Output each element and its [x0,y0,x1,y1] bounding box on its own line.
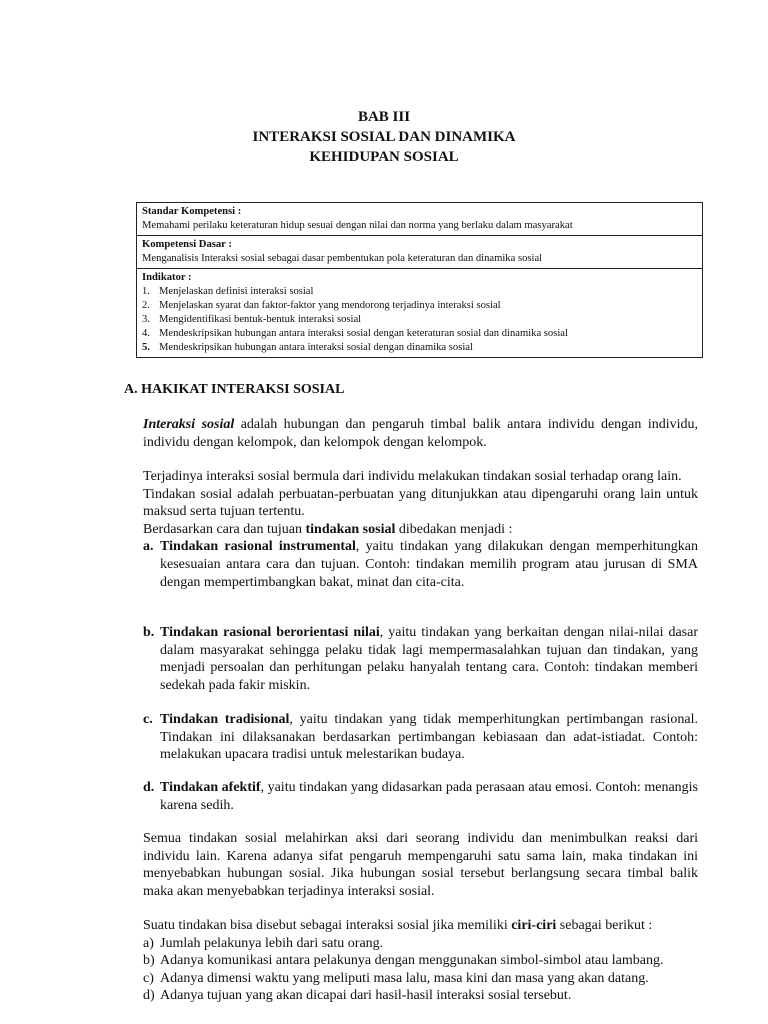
indikator-text: Mengidentifikasi bentuk-bentuk interaksi sosial [159,314,362,325]
action-type-item [143,624,698,694]
action-type-d [143,779,698,814]
trait-text: Adanya tujuan yang akan dicapai dari hasil-hasil interaksi sosial tersebut. [160,988,572,1004]
action-type-term: Tindakan afektif [160,780,261,795]
trait-item [143,970,698,988]
list-marker: c) [143,970,154,986]
indikator-text: Mendeskripsikan hubungan antara interaksi sosial dengan keteraturan sosial dan dinamika sosial [159,328,568,339]
chapter-title-line2: KEHIDUPAN SOSIAL [309,149,459,165]
list-marker: a. [143,539,154,555]
traits-section [143,917,698,1005]
action-type-term: Tindakan tradisional [160,712,290,727]
trait-item [143,952,698,970]
paragraph: Semua tindakan sosial melahirkan aksi dari seorang individu dan menimbulkan reaksi dari individu lain. Karena adanya sifat pengaruh mempengaruhi satu sama lain, maka tindakan ini menyebabkan hubungan sosial. Jika hubungan sosial tersebut berlangsung secara timbal balik maka akan menyebabkan terjadinya interaksi sosial. [143,831,698,899]
indikator-number: 2. [142,300,150,311]
standar-kompetensi-cell [137,203,702,236]
paragraph: Terjadinya interaksi sosial bermula dari individu melakukan tindakan sosial terhadap orang lain. [143,469,682,484]
action-type-text: , yaitu tindakan yang didasarkan pada perasaan atau emosi. Contoh: menangis karena sedih. [160,780,698,813]
indikator-number: 4. [142,328,150,339]
definition-paragraph [143,416,698,451]
list-marker: a) [143,935,154,951]
indikator-text: Menjelaskan definisi interaksi sosial [159,286,314,297]
trait-text: Adanya komunikasi antara pelakunya dengan menggunakan simbol-simbol atau lambang. [160,953,664,969]
social-action-paragraph [143,830,698,900]
indikator-item [142,341,697,355]
intro-paragraphs [143,468,698,591]
indikator-cell [137,269,702,357]
trait-item [143,987,698,1005]
list-marker: c. [143,712,153,727]
paragraph-text: Suatu tindakan bisa disebut sebagai interaksi sosial jika memiliki [143,918,512,933]
indikator-number: 5. [142,342,150,353]
bold-term: tindakan sosial [305,521,396,537]
paragraph-text: Berdasarkan cara dan tujuan [143,521,306,537]
list-marker: d. [143,780,155,795]
list-marker: b. [143,625,155,640]
indikator-text: Mendeskripsikan hubungan antara interaksi sosial dengan dinamika sosial [159,342,473,353]
indikator-list [142,285,697,355]
trait-item [143,935,698,953]
indikator-text: Menjelaskan syarat dan faktor-faktor yang mendorong terjadinya interaksi sosial [159,300,501,311]
action-type-term: Tindakan rasional instrumental [160,539,356,555]
standar-kompetensi-label: Standar Kompetensi : [142,206,242,217]
bold-term: ciri-ciri [511,918,557,933]
action-type-term: Tindakan rasional berorientasi nilai [160,625,380,640]
action-type-item [143,779,698,814]
standar-kompetensi-text: Memahami perilaku keteraturan hidup sesuai dengan nilai dan norma yang berlaku dalam masyarakat [142,220,573,231]
kompetensi-dasar-text: Menganalisis Interaksi sosial sebagai dasar pembentukan pola keteraturan dan dinamika sosial [142,253,543,264]
paragraph [143,917,698,935]
indikator-item [142,285,697,299]
chapter-number: BAB III [357,109,411,125]
section-heading: A. HAKIKAT INTERAKSI SOSIAL [124,382,345,397]
indikator-item [142,313,697,327]
competency-box [136,202,703,358]
kompetensi-dasar-label: Kompetensi Dasar : [142,239,232,250]
action-type-text: , yaitu tindakan yang dilakukan dengan memperhitungkan kesesuaian antara cara dan tujuan. Contoh: tindakan memilih program atau jurusan di SMA dengan mempertimbangkan bakat, minat dan cita-cita. [160,539,698,590]
definition-term: Interaksi sosial [143,417,235,432]
list-marker: d) [143,988,155,1004]
paragraph: Tindakan sosial adalah perbuatan-perbuatan yang ditunjukkan atau dipengaruhi orang lain untuk maksud serta tujuan tertentu. [143,486,698,520]
indikator-number: 3. [142,314,150,325]
action-type-c [143,711,698,764]
action-type-text: , yaitu tindakan yang tidak memperhitungkan pertimbangan rasional. Tindakan ini dilaksanakan berdasarkan pertimbangan kebiasaan dan adat-istiadat. Contoh: melakukan upacara tradisi untuk melestarikan budaya. [160,712,698,763]
indikator-number: 1. [142,286,150,297]
indikator-label: Indikator : [142,272,192,283]
paragraph-text: sebagai berikut : [556,918,653,933]
trait-text: Adanya dimensi waktu yang meliputi masa lalu, masa kini dan masa yang akan datang. [160,970,649,986]
action-type-item [143,711,698,764]
action-type-item [143,538,698,591]
indikator-item [142,327,697,341]
kompetensi-dasar-cell [137,236,702,269]
chapter-title-line1: INTERAKSI SOSIAL DAN DINAMIKA [252,129,516,145]
action-type-text: , yaitu tindakan yang berkaitan dengan nilai-nilai dasar dalam masyarakat sehingga pelaku tidak lagi mempermasalahkan tujuan dan tindakan, yang menjadi persoalan dan perhitungan pelaku hanyalah tentang cara. Contoh: tindakan memberi sedekah pada fakir miskin. [160,625,699,693]
paragraph-text: dibedakan menjadi : [395,521,513,537]
action-type-b [143,624,698,694]
paragraph [143,521,698,539]
trait-text: Jumlah pelakunya lebih dari satu orang. [160,935,384,951]
indikator-item [142,299,697,313]
list-marker: b) [143,953,155,969]
definition-text: adalah hubungan dan pengaruh timbal balik antara individu dengan individu, individu dengan kelompok, dan kelompok dengan kelompok. [143,417,698,450]
